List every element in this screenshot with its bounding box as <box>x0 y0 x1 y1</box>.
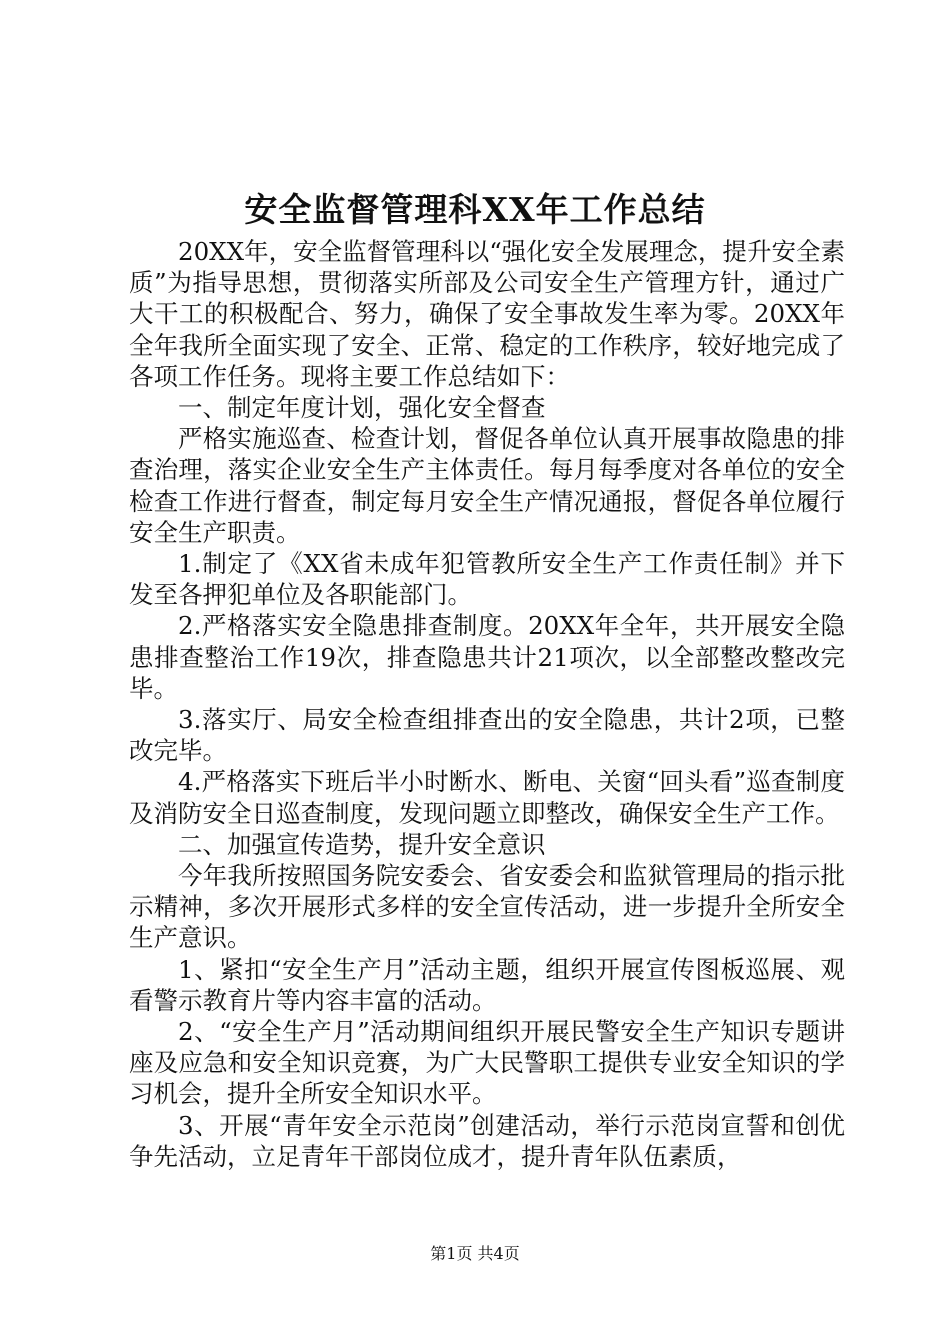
list-item-1-4: 4.严格落实下班后半小时断水、断电、关窗“回头看”巡查制度及消防安全日巡查制度，发现问题立即整改，确保安全生产工作。 <box>129 767 845 828</box>
list-item-2-2: 2、“安全生产月”活动期间组织开展民警安全生产知识专题讲座及应急和安全知识竞赛，为广大民警职工提供专业安全知识的学习机会，提升全所安全知识水平。 <box>129 1017 845 1109</box>
paragraph-section-1-summary: 严格实施巡查、检查计划，督促各单位认真开展事故隐患的排查治理，落实企业安全生产主体责任。每月每季度对各单位的安全检查工作进行督查，制定每月安全生产情况通报，督促各单位履行安全生产职责。 <box>129 424 845 547</box>
list-item-1-3: 3.落实厅、局安全检查组排查出的安全隐患，共计2项，已整改完毕。 <box>129 705 845 766</box>
section-heading-2: 二、加强宣传造势，提升安全意识 <box>178 829 546 859</box>
list-item-1-2: 2.严格落实安全隐患排查制度。20XX年全年，共开展安全隐患排查整治工作19次，排查隐患共计21项次，以全部整改整改完毕。 <box>129 611 845 703</box>
list-item-2-3: 3、开展“青年安全示范岗”创建活动，举行示范岗宣誓和创优争先活动，立足青年干部岗位成才，提升青年队伍素质， <box>129 1110 845 1171</box>
document-title: 安全监督管理科XX年工作总结 <box>244 190 706 229</box>
section-heading-1: 一、制定年度计划，强化安全督查 <box>178 393 546 423</box>
list-item-2-1: 1、紧扣“安全生产月”活动主题，组织开展宣传图板巡展、观看警示教育片等内容丰富的活动。 <box>129 954 845 1015</box>
paragraph-intro: 20XX年，安全监督管理科以“强化安全发展理念，提升安全素质”为指导思想，贯彻落实所部及公司安全生产管理方针，通过广大干工的积极配合、努力，确保了安全事故发生率为零。20XX年全年我所全面实现了安全、正常、稳定的工作秩序，较好地完成了各项工作任务。现将主要工作总结如下： <box>129 237 845 391</box>
paragraph-section-2-summary: 今年我所按照国务院安委会、省安委会和监狱管理局的指示批示精神，多次开展形式多样的安全宣传活动，进一步提升全所安全生产意识。 <box>129 861 845 953</box>
list-item-1-1: 1.制定了《XX省未成年犯管教所安全生产工作责任制》并下发至各押犯单位及各职能部门。 <box>129 549 845 610</box>
document-body <box>129 236 845 1172</box>
page-number-footer: 第1页 共4页 <box>430 1244 520 1263</box>
